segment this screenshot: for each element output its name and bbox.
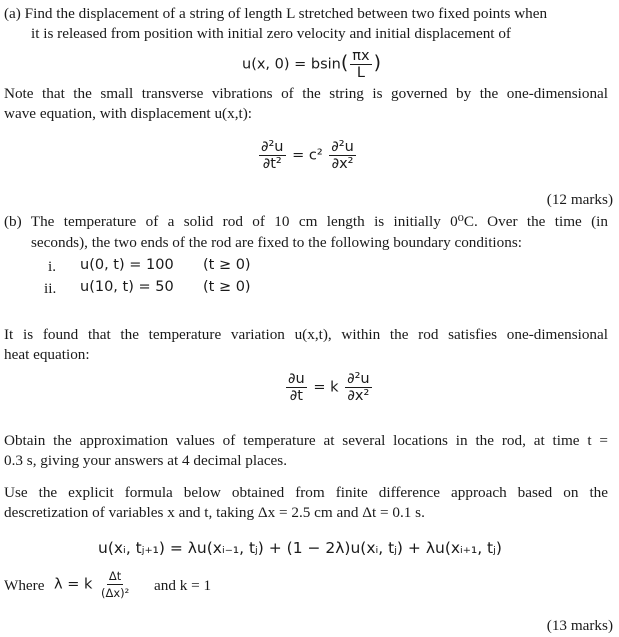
heat-eq-rhs-num: ∂²u — [347, 371, 370, 387]
obtain-line-2: 0.3 s, giving your answers at 4 decimal places. — [4, 452, 288, 469]
use-line-1: Use the explicit formula below obtained from finite difference approach based on the — [4, 484, 608, 501]
part-a-line-1: (a) Find the displacement of a string of length L stretched between two fixed points when — [4, 5, 548, 22]
lambda-equation — [54, 568, 133, 601]
part-b-marks: (13 marks) — [546, 617, 613, 634]
heat-eq-mid: = k — [313, 379, 339, 396]
condition-2-range: (t ≥ 0) — [203, 279, 251, 295]
wave-eq-rhs-num: ∂²u — [331, 139, 354, 155]
heat-eq-lhs-den: ∂t — [289, 388, 303, 404]
wave-eq-lhs-den: ∂t² — [262, 156, 282, 172]
condition-1-range: (t ≥ 0) — [203, 257, 251, 273]
obtain-line-1: Obtain the approximation values of temperature at several locations in the rod, at time t = — [4, 432, 608, 449]
k-value: and k = 1 — [154, 577, 212, 594]
heat-eq-lhs-num: ∂u — [288, 371, 305, 387]
note-line-2: wave equation, with displacement u(x,t): — [4, 105, 252, 122]
wave-eq-lhs-num: ∂²u — [261, 139, 284, 155]
where-label: Where — [4, 577, 45, 594]
use-line-2: descretization of variables x and t, taking Δx = 2.5 cm and Δt = 0.1 s. — [4, 504, 425, 521]
finite-difference-formula: u(xᵢ, tⱼ₊₁) = λu(xᵢ₋₁, tⱼ) + (1 − 2λ)u(xᵢ, tⱼ) + λu(xᵢ₊₁, tⱼ) — [98, 539, 502, 557]
part-b-line-1: (b) The temperature of a solid rod of 10 cm length is initially 0⁰C. Over the time (in — [4, 213, 608, 230]
lambda-numerator: Δt — [108, 569, 122, 583]
part-a-line-2: it is released from position with initial zero velocity and initial displacement of — [31, 25, 511, 42]
initial-displacement-equation: u(x, 0) = bsin( $\frac{\pi x}{L}$ ) — [242, 48, 382, 81]
wave-eq-mid: = c² — [292, 147, 323, 164]
heat-intro-line-1: It is found that the temperature variation u(x,t), within the rod satisfies one-dimensional — [4, 326, 608, 343]
wave-eq-rhs-den: ∂x² — [331, 156, 354, 172]
condition-1-label: i. — [48, 258, 57, 275]
condition-1-equation: u(0, t) = 100 — [80, 257, 174, 273]
lambda-denominator: (Δx)² — [100, 586, 130, 600]
wave-equation — [257, 139, 358, 172]
part-a-marks: (12 marks) — [546, 191, 613, 208]
condition-2-equation: u(10, t) = 50 — [80, 279, 174, 295]
initial-eq-numerator: πx — [352, 48, 370, 64]
condition-2-label: ii. — [44, 280, 57, 297]
part-b-line-2: seconds), the two ends of the rod are fixed to the following boundary conditions: — [31, 234, 522, 251]
initial-eq-denominator: L — [356, 65, 365, 81]
initial-eq-lhs: u(x, 0) = bsin — [242, 56, 341, 73]
heat-intro-line-2: heat equation: — [4, 346, 90, 363]
heat-eq-rhs-den: ∂x² — [347, 388, 370, 404]
note-line-1: Note that the small transverse vibrations of the string is governed by the one-dimensional — [4, 85, 608, 102]
lambda-lhs: λ = k — [54, 576, 93, 593]
heat-equation — [284, 371, 374, 404]
